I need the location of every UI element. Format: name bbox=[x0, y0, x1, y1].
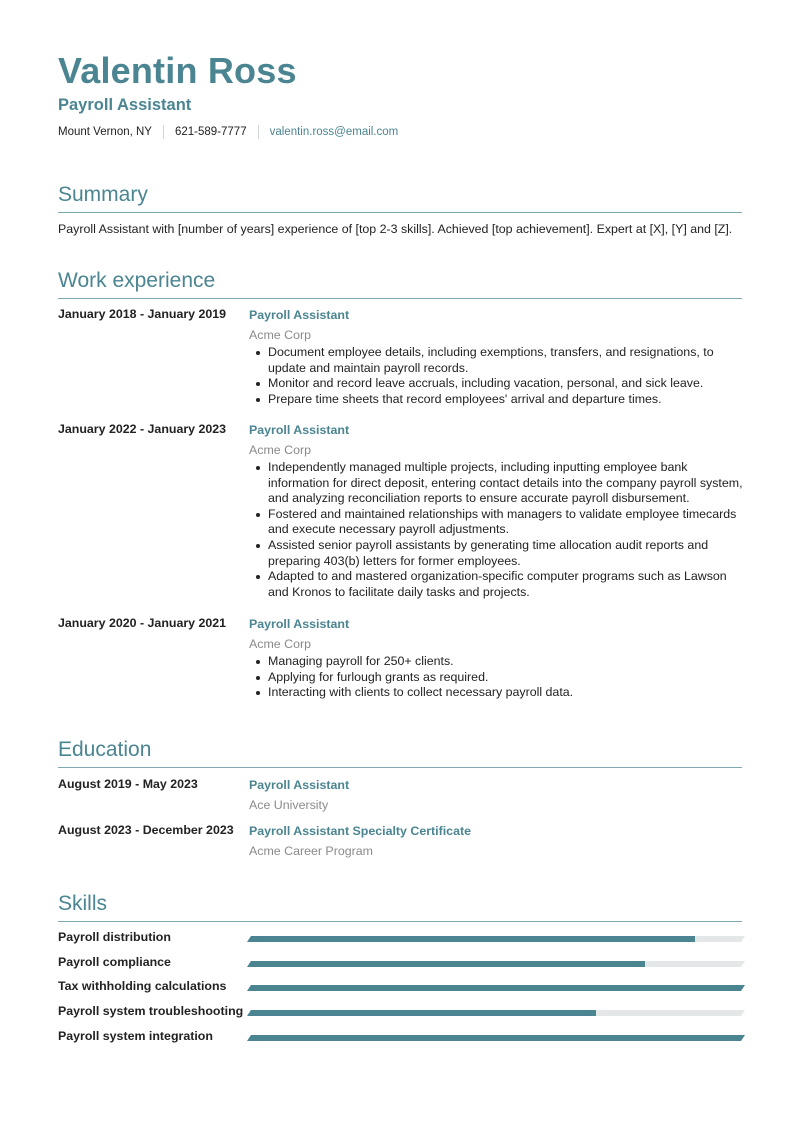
company-name: Acme Corp bbox=[249, 328, 311, 342]
education-body bbox=[249, 777, 749, 813]
job-title: Payroll Assistant bbox=[249, 308, 350, 322]
skill-level-fill bbox=[247, 961, 645, 967]
education-heading: Education bbox=[58, 738, 742, 768]
work-entry-body bbox=[249, 616, 749, 701]
responsibility-item: Fostered and maintained relationships with managers to validate employee timecards and execute necessary payroll adjustments. bbox=[249, 507, 749, 538]
degree-title: Payroll Assistant Specialty Certificate bbox=[249, 824, 471, 838]
school-name: Acme Career Program bbox=[249, 844, 373, 858]
skill-row bbox=[58, 930, 748, 946]
school-name: Ace University bbox=[249, 798, 329, 812]
candidate-role: Payroll Assistant bbox=[58, 96, 192, 114]
phone-text: 621-589-7777 bbox=[174, 126, 247, 138]
company-name: Acme Corp bbox=[249, 637, 311, 651]
contact-divider bbox=[163, 125, 164, 139]
contact-line bbox=[58, 124, 398, 140]
responsibility-item: Adapted to and mastered organization-specific computer programs such as Lawson and Kronos to facilitate daily tasks and projects. bbox=[249, 569, 749, 600]
skill-level-bar bbox=[247, 1010, 745, 1016]
skill-name: Payroll system troubleshooting bbox=[58, 1004, 244, 1018]
work-experience-heading: Work experience bbox=[58, 269, 742, 299]
responsibility-item: Document employee details, including exemptions, transfers, and resignations, to update and maintain payroll records. bbox=[249, 345, 749, 376]
skill-level-bar bbox=[247, 961, 745, 967]
work-entry-body bbox=[249, 307, 749, 407]
work-entry-date: January 2022 - January 2023 bbox=[58, 422, 227, 436]
skill-name: Payroll system integration bbox=[58, 1029, 213, 1043]
summary-heading: Summary bbox=[58, 183, 742, 213]
summary-text: Payroll Assistant with [number of years] experience of [top 2-3 skills]. Achieved [top achievement]. Expert at [X], [Y] and [Z]. bbox=[58, 222, 733, 236]
candidate-name: Valentin Ross bbox=[58, 50, 297, 91]
responsibility-list bbox=[249, 460, 749, 600]
education-body bbox=[249, 823, 749, 859]
responsibility-list bbox=[249, 654, 749, 701]
education-date: August 2023 - December 2023 bbox=[58, 823, 234, 837]
responsibility-item: Interacting with clients to collect necessary payroll data. bbox=[249, 685, 749, 701]
skill-row bbox=[58, 955, 748, 971]
responsibility-item: Independently managed multiple projects, including inputting employee bank information for direct deposit, entering contact details into the company payroll system, and analyzing reconciliation reports to ensure accurate payroll disbursement. bbox=[249, 460, 749, 507]
contact-divider bbox=[258, 125, 259, 139]
job-title: Payroll Assistant bbox=[249, 423, 350, 437]
responsibility-item: Applying for furlough grants as required. bbox=[249, 670, 749, 686]
skill-row bbox=[58, 1029, 748, 1045]
skill-name: Tax withholding calculations bbox=[58, 979, 227, 993]
company-name: Acme Corp bbox=[249, 443, 311, 457]
work-entry-date: January 2020 - January 2021 bbox=[58, 616, 227, 630]
responsibility-item: Managing payroll for 250+ clients. bbox=[249, 654, 749, 670]
skill-level-fill bbox=[247, 936, 695, 942]
skill-row bbox=[58, 979, 748, 995]
job-title: Payroll Assistant bbox=[249, 617, 350, 631]
skill-level-bar bbox=[247, 1035, 745, 1041]
responsibility-item: Prepare time sheets that record employees' arrival and departure times. bbox=[249, 392, 749, 408]
skill-level-bar bbox=[247, 985, 745, 991]
work-entry-body bbox=[249, 422, 749, 600]
education-date: August 2019 - May 2023 bbox=[58, 777, 198, 791]
skill-level-fill bbox=[247, 985, 745, 991]
skill-level-bar bbox=[247, 936, 745, 942]
skill-name: Payroll distribution bbox=[58, 930, 171, 944]
skill-level-fill bbox=[247, 1010, 596, 1016]
responsibility-item: Monitor and record leave accruals, including vacation, personal, and sick leave. bbox=[249, 376, 749, 392]
work-entry-date: January 2018 - January 2019 bbox=[58, 307, 227, 321]
responsibility-item: Assisted senior payroll assistants by generating time allocation audit reports and preparing 403(b) letters for former employees. bbox=[249, 538, 749, 569]
skill-name: Payroll compliance bbox=[58, 955, 171, 969]
skill-level-fill bbox=[247, 1035, 745, 1041]
location-text: Mount Vernon, NY bbox=[58, 126, 152, 138]
skill-row bbox=[58, 1004, 748, 1020]
responsibility-list bbox=[249, 345, 749, 407]
email-link[interactable]: valentin.ross@email.com bbox=[269, 126, 399, 138]
degree-title: Payroll Assistant bbox=[249, 778, 350, 792]
skills-heading: Skills bbox=[58, 892, 742, 922]
